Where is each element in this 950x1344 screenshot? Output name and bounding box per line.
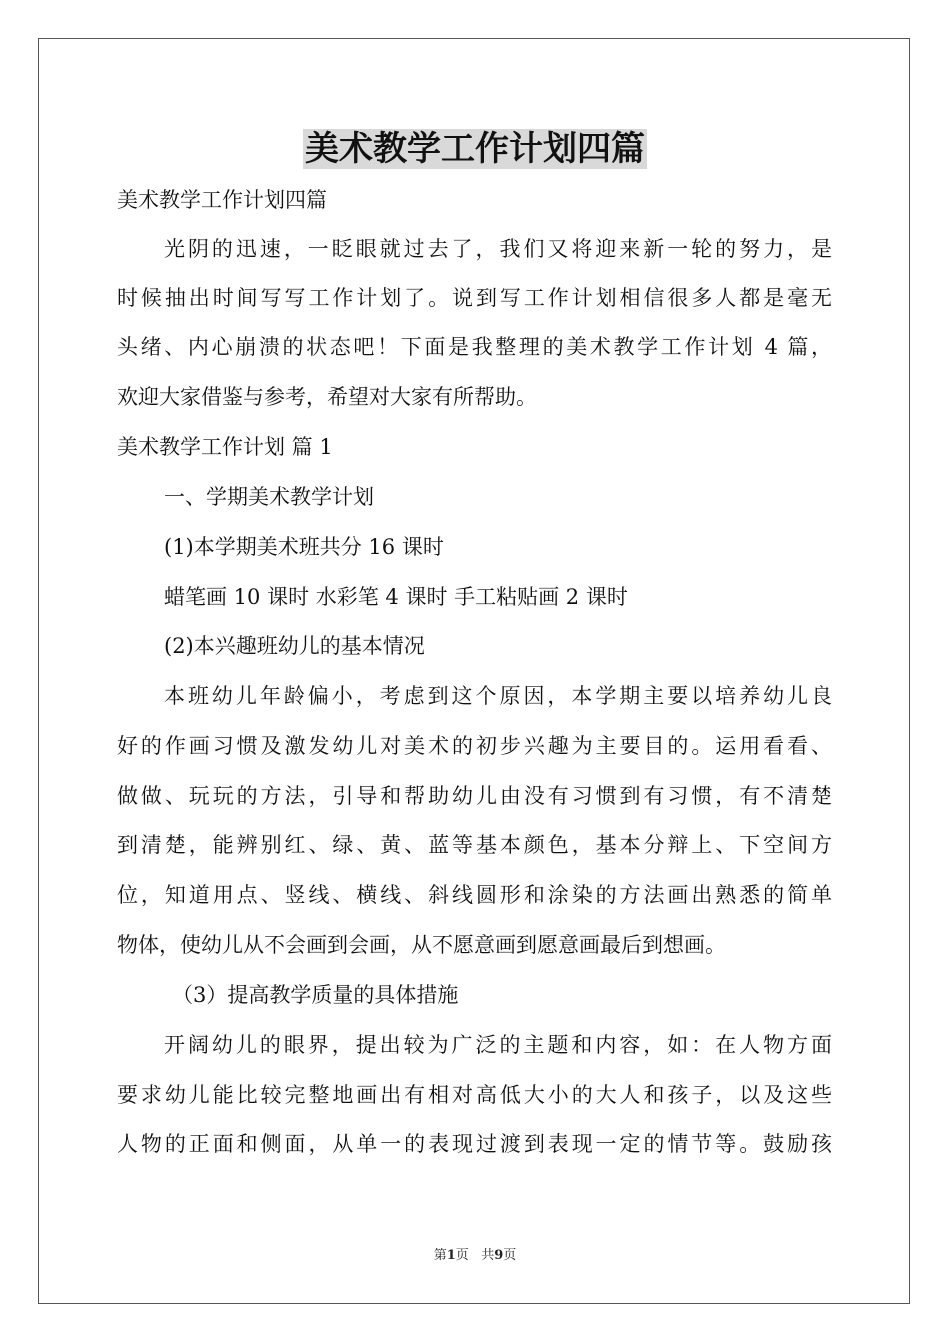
paragraph-line: 物体，使幼儿从不会画到会画，从不愿意画到愿意画最后到想画。 [117, 933, 726, 957]
document-subtitle: 美术教学工作计划四篇 [117, 188, 327, 212]
footer-page-suffix: 页 [455, 1248, 469, 1263]
document-title-text: 美术教学工作计划四篇 [305, 129, 645, 169]
item-line: （3）提高教学质量的具体措施 [172, 983, 459, 1007]
paragraph-line: 位，知道用点、竖线、横线、斜线圆形和涂染的方法画出熟悉的简单 [117, 883, 832, 907]
footer-total-prefix: 共 [481, 1248, 495, 1263]
item-line: (2)本兴趣班幼儿的基本情况 [164, 634, 425, 658]
paragraph-line: 做做、玩玩的方法，引导和帮助幼儿由没有习惯到有习惯，有不清楚 [117, 784, 832, 808]
paragraph-line: 人物的正面和侧面，从单一的表现过渡到表现一定的情节等。鼓励孩 [117, 1132, 832, 1156]
paragraph-line: 好的作画习惯及激发幼儿对美术的初步兴趣为主要目的。运用看看、 [117, 734, 832, 758]
item-line: (1)本学期美术班共分 16 课时 [164, 535, 444, 559]
footer-total-pages: 9 [494, 1248, 504, 1263]
paragraph-line: 要求幼儿能比较完整地画出有相对高低大小的大人和孩子，以及这些 [117, 1083, 832, 1107]
footer-prefix: 第 [433, 1248, 447, 1263]
intro-line: 头绪、内心崩溃的状态吧！下面是我整理的美术教学工作计划 4 篇， [117, 335, 832, 359]
page-footer [0, 1247, 950, 1265]
intro-line: 时候抽出时间写写工作计划了。说到写工作计划相信很多人都是毫无 [117, 286, 832, 310]
footer-page-number: 1 [446, 1248, 456, 1263]
intro-line: 光阴的迅速，一眨眼就过去了，我们又将迎来新一轮的努力，是 [164, 237, 832, 261]
document-title [0, 126, 950, 172]
item-detail-line: 蜡笔画 10 课时 水彩笔 4 课时 手工粘贴画 2 课时 [164, 585, 628, 609]
footer-total-suffix: 页 [503, 1248, 517, 1263]
paragraph-line: 本班幼儿年龄偏小，考虑到这个原因，本学期主要以培养幼儿良 [164, 684, 832, 708]
paragraph-line: 到清楚，能辨别红、绿、黄、蓝等基本颜色，基本分辩上、下空间方 [117, 833, 832, 857]
intro-line: 欢迎大家借鉴与参考，希望对大家有所帮助。 [117, 385, 537, 409]
section-heading: 美术教学工作计划 篇 1 [117, 435, 333, 459]
item-heading: 一、学期美术教学计划 [164, 485, 374, 509]
page-border [38, 38, 910, 1304]
paragraph-line: 开阔幼儿的眼界，提出较为广泛的主题和内容，如：在人物方面 [164, 1033, 832, 1057]
